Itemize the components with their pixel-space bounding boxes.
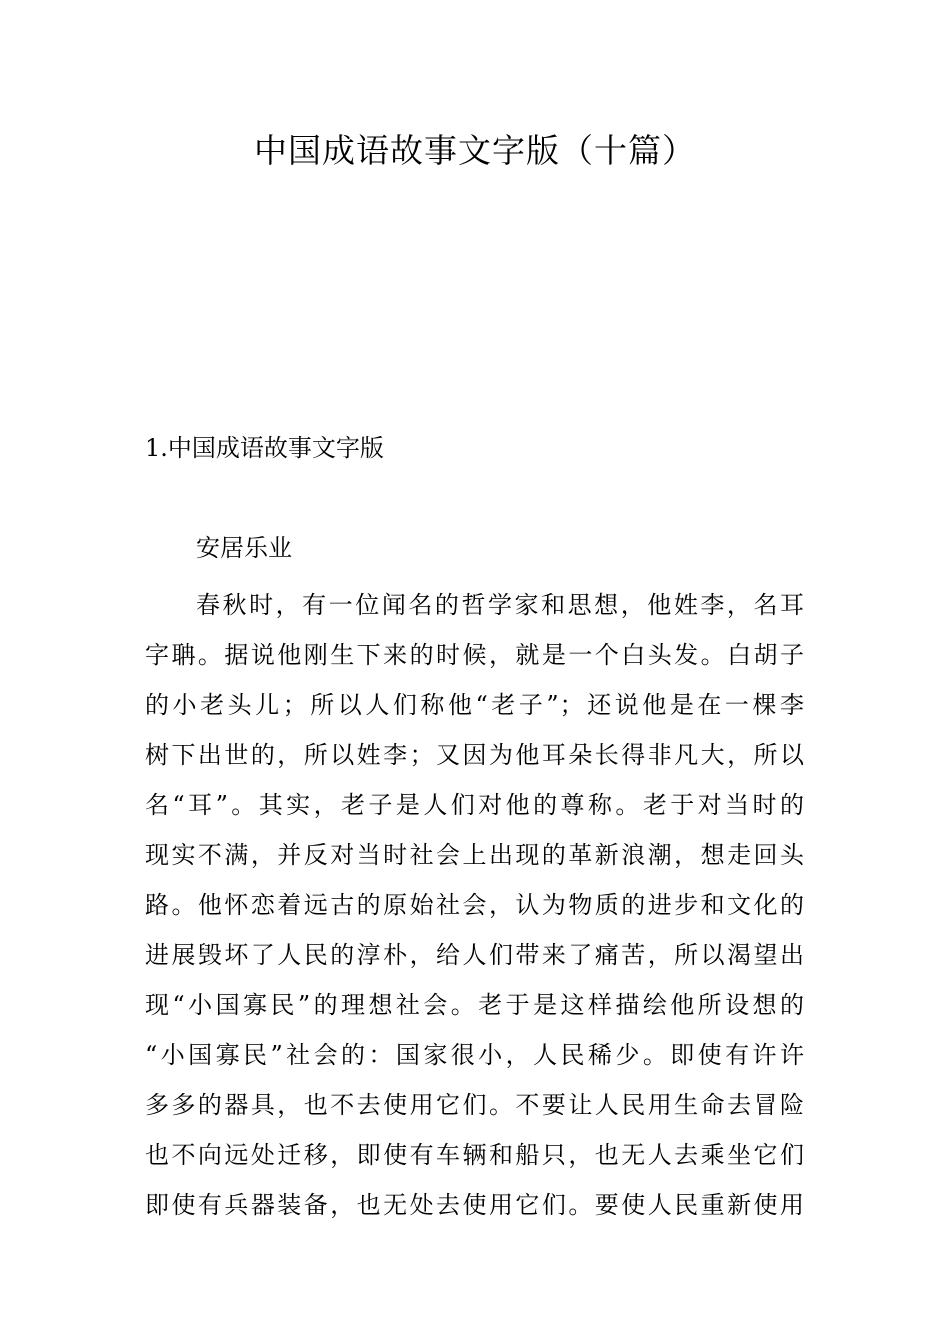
- story-line: 现“小国寡民”的理想社会。老于是这样描绘他所设想的: [145, 991, 805, 1019]
- story-line: 字聃。据说他刚生下来的时候，就是一个白头发。白胡子: [145, 641, 805, 669]
- story-line: 路。他怀恋着远古的原始社会，认为物质的进步和文化的: [145, 891, 805, 919]
- story-line: 进展毁坏了人民的淳朴，给人们带来了痛苦，所以渴望出: [145, 941, 805, 969]
- document-title: 中国成语故事文字版（十篇）: [254, 131, 696, 170]
- story-body: [145, 580, 805, 1230]
- story-line: 树下出世的，所以姓李；又因为他耳朵长得非凡大，所以: [145, 741, 805, 769]
- story-line: 现实不满，并反对当时社会上出现的革新浪潮，想走回头: [145, 841, 805, 869]
- story-line: 名“耳”。其实，老子是人们对他的尊称。老于对当时的: [145, 791, 805, 819]
- story-line: “小国寡民”社会的：国家很小，人民稀少。即使有许许: [145, 1041, 805, 1069]
- story-title: 安居乐业: [196, 534, 292, 562]
- story-line: 也不向远处迁移，即使有车辆和船只，也无人去乘坐它们: [145, 1141, 805, 1169]
- story-line: 多多的器具，也不去使用它们。不要让人民用生命去冒险: [145, 1091, 805, 1119]
- story-line: 即使有兵器装备，也无处去使用它们。要使人民重新使用: [145, 1191, 805, 1219]
- story-line: 的小老头儿；所以人们称他“老子”；还说他是在一棵李: [145, 691, 805, 719]
- story-line: 春秋时，有一位闻名的哲学家和思想，他姓李，名耳: [196, 591, 805, 619]
- section-heading: 1.中国成语故事文字版: [145, 434, 384, 462]
